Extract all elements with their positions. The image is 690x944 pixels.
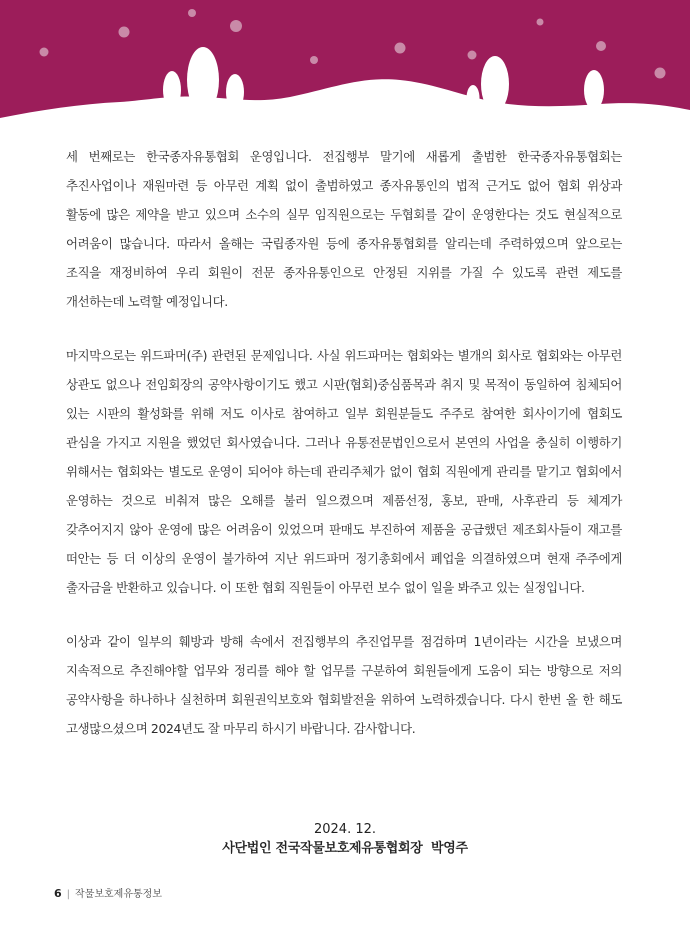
page-number: 6 <box>54 887 62 900</box>
paragraph-3: 이상과 같이 일부의 훼방과 방해 속에서 전집행부의 추진업무를 점검하며 1년이라는 시간을 보냈으며 지속적으로 추진해야할 업무와 정리를 해야 할 업무를 구분하여 회원들에게 도움이 되는 방향으로 저의 공약사항을 하나하나 실천하며 회원권익보호와 협회발전을 위하여 노력하겠습니다. 다시 한번 올 한 해도 고생많으셨으며 2024년도 잘 마무리 하시기 바랍니다. 감사합니다. <box>66 634 622 736</box>
footer-divider: | <box>66 889 71 900</box>
letter-body <box>66 142 622 743</box>
signature-line <box>0 837 690 856</box>
paragraph-2: 마지막으로는 위드파머(주) 관련된 문제입니다. 사실 위드파머는 협회와는 별개의 회사로 협회와는 아무런 상관도 없으나 전임회장의 공약사항이기도 했고 시판(협회)중심품목과 취지 및 목적이 동일하여 침체되어 있는 시판의 활성화를 위해 저도 이사로 참여하고 일부 회원분들도 주주로 참여한 회사이기에 협회도 관심을 가지고 지원을 했었던 회사였습니다. 그러나 유통전문법인으로서 본연의 사업을 충실히 이행하기 위해서는 협회와는 별도로 운영이 되어야 하는데 관리주체가 없이 협회 직원에게 관리를 맡기고 협회에서 운영하는 것으로 비춰져 많은 오해를 불러 일으켰으며 제품선정, 홍보, 판매, 사후관리 등 체계가 갖추어지지 않아 운영에 많은 어려움이 있었으며 판매도 부진하여 제품을 공급했던 제조회사들이 재고를 떠안는 등 더 이상의 운영이 불가하여 지난 위드파머 정기총회에서 폐업을 의결하였으며 현재 주주에게 출자금을 반환하고 있습니다. 이 또한 협회 직원들이 아무런 보수 없이 일을 봐주고 있는 실정입니다. <box>66 348 622 595</box>
winter-banner-illustration <box>0 0 690 135</box>
page-footer <box>54 885 162 900</box>
publication-name: 작물보호제유통정보 <box>75 889 162 900</box>
paragraph-1: 세 번째로는 한국종자유통협회 운영입니다. 전집행부 말기에 새롭게 출범한 한국종자유통협회는 추진사업이나 재원마련 등 아무런 계획 없이 출범하였고 종자유통인의 법적 근거도 없어 협회 위상과 활동에 많은 제약을 받고 있으며 소수의 실무 임직원으로는 두협회를 같이 운영한다는 것도 현실적으로 어려움이 많습니다. 따라서 올해는 국립종자원 등에 종자유통협회를 알리는데 주력하였으며 앞으로는 조직을 재정비하여 우리 회원이 전문 종자유통인으로 안정된 지위를 가질 수 있도록 관련 제도를 개선하는데 노력할 예정입니다. <box>66 149 622 309</box>
signature-name: 박영주 <box>431 841 468 856</box>
signature-org: 사단법인 전국작물보호제유통협회장 <box>222 841 423 856</box>
letter-date: 2024. 12. <box>313 822 377 837</box>
